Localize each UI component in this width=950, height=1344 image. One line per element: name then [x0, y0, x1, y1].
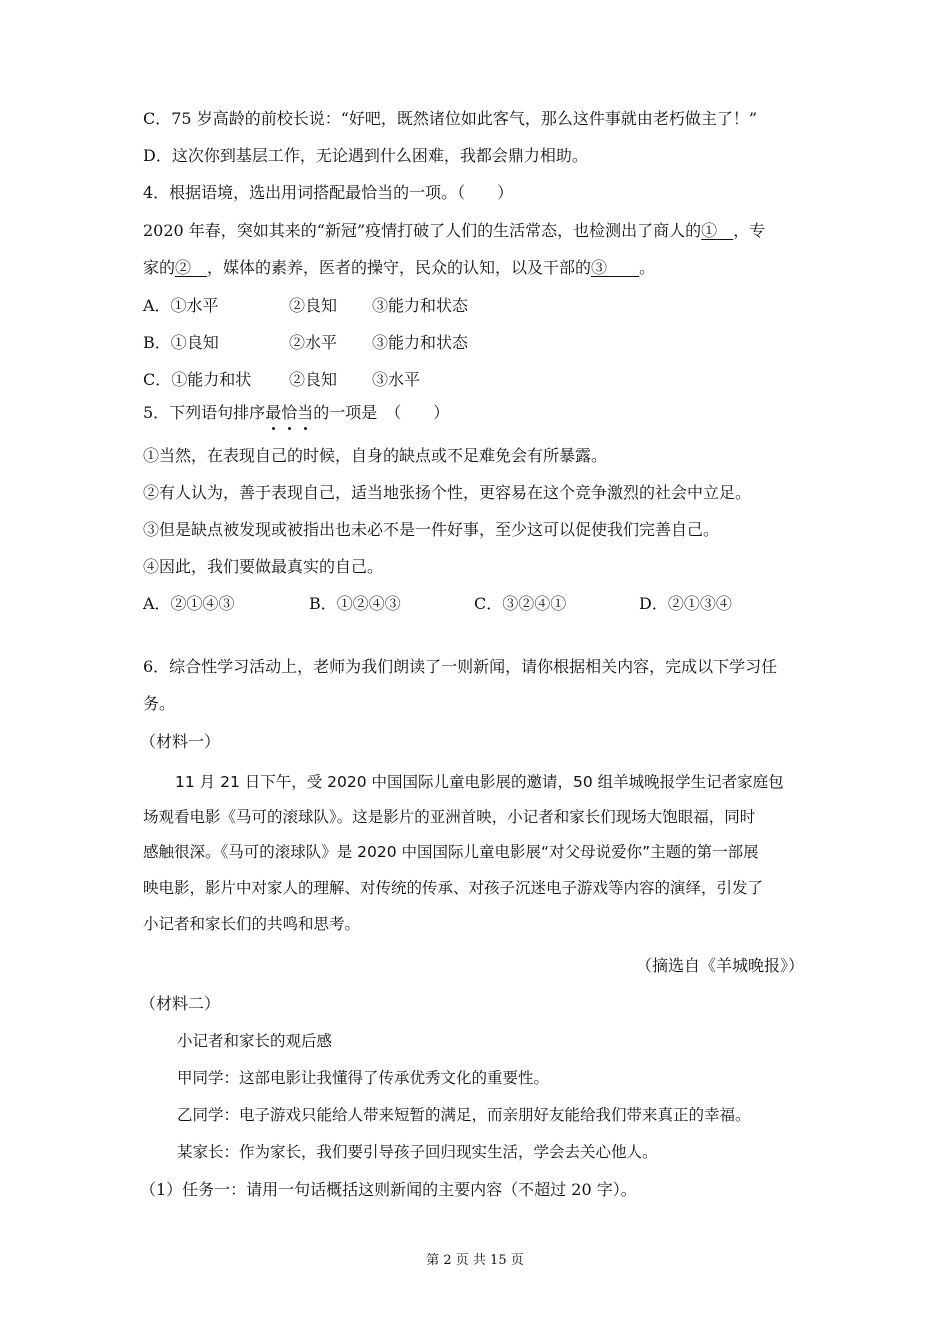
q6-stem-line-1: 6．综合性学习活动上，老师为我们朗读了一则新闻，请你根据相关内容，完成以下学习任	[143, 657, 778, 676]
q4-option-c-c: ③水平	[372, 370, 421, 389]
blank-2: ②	[175, 258, 208, 277]
q4-option-b-c: ③能力和状态	[372, 333, 469, 352]
blank-3: ③	[591, 258, 640, 277]
q5-sentence-2: ②有人认为，善于表现自己，适当地张扬个性，更容易在这个竞争激烈的社会中立足。	[143, 483, 752, 502]
q4-option-a-b: ②良知	[289, 296, 338, 315]
q4-stem: 4．根据语境，选出用词搭配最恰当的一项。（ ）	[143, 183, 514, 202]
q3-option-c: C．75 岁高龄的前校长说：“好吧，既然诸位如此客气，那么这件事就由老朽做主了！”	[143, 109, 758, 128]
material-1-source: （摘选自《羊城晚报》）	[636, 956, 805, 975]
q5-option-d: D．②①③④	[639, 594, 732, 613]
q5-stem-text: 的一项是 （ ）	[313, 403, 450, 422]
q3-option-d: D．这次你到基层工作，无论遇到什么困难，我都会鼎力相助。	[143, 146, 588, 165]
emphasis-char: 恰	[281, 403, 297, 422]
q5-sentence-3: ③但是缺点被发现或被指出也未必不是一件好事，至少这可以促使我们完善自己。	[143, 520, 720, 539]
q4-passage-text: 家的	[143, 258, 176, 277]
q4-passage-line-1	[143, 220, 765, 242]
q5-sentence-4: ④因此，我们要做最真实的自己。	[143, 557, 384, 576]
q5-option-b: B．①②④③	[309, 594, 401, 613]
material-1-line-1: 11 月 21 日下午，受 2020 中国国际儿童电影展的邀请，50 组羊城晚报学生记者家庭包	[175, 773, 784, 791]
q5-option-a: A．②①④③	[143, 594, 235, 613]
q4-passage-text: 2020 年春，突如其来的“新冠”疫情打破了人们的生活常态，也检测出了商人的	[143, 221, 702, 240]
q4-passage-line-2	[143, 257, 655, 279]
emphasis-char: 最	[265, 403, 281, 422]
blank-1: ①	[701, 221, 734, 240]
emphasis-char: 当	[297, 403, 313, 422]
q4-option-b-label: B．①良知	[143, 333, 219, 352]
material-2-title: 小记者和家长的观后感	[177, 1032, 333, 1050]
material-1-line-5: 小记者和家长们的共鸣和思考。	[143, 915, 361, 933]
material-2-line-3: 某家长：作为家长，我们要引导孩子回归现实生活，学会去关心他人。	[177, 1143, 658, 1161]
material-2-line-1: 甲同学：这部电影让我懂得了传承优秀文化的重要性。	[177, 1069, 550, 1087]
q5-sentence-1: ①当然，在表现自己的时候，自身的缺点或不足难免会有所暴露。	[143, 446, 608, 465]
page-footer: 第 2 页 共 15 页	[426, 1253, 524, 1268]
material-1-line-4: 映电影，影片中对家人的理解、对传统的传承、对孩子沉迷电子游戏等内容的演绎，引发了	[143, 879, 764, 897]
q4-passage-text: ，媒体的素养，医者的操守，民众的认知，以及干部的	[207, 258, 592, 277]
q4-option-a-c: ③能力和状态	[372, 296, 469, 315]
q4-option-c-b: ②良知	[289, 370, 338, 389]
q4-option-b-b: ②水平	[289, 333, 338, 352]
q4-passage-text: ，专	[733, 221, 766, 240]
q6-stem-line-2: 务。	[143, 694, 176, 713]
q4-option-a-label: A．①水平	[143, 296, 219, 315]
q5-option-c: C．③②④①	[474, 594, 567, 613]
material-1-line-2: 场观看电影《马可的滚球队》。这是影片的亚洲首映，小记者和家长们现场大饱眼福，同时	[143, 808, 756, 826]
q5-stem-text: 5．下列语句排序	[143, 403, 266, 422]
q4-option-c-label: C．①能力和状	[143, 370, 252, 389]
q4-passage-text: 。	[639, 258, 656, 277]
q5-stem	[143, 402, 449, 424]
material-1-label: （材料一）	[140, 732, 221, 751]
q6-task-1: （1）任务一：请用一句话概括这则新闻的主要内容（不超过 20 字）。	[140, 1180, 637, 1199]
material-2-label: （材料二）	[140, 994, 221, 1013]
material-2-line-2: 乙同学：电子游戏只能给人带来短暂的满足，而亲朋好友能给我们带来真正的幸福。	[177, 1106, 751, 1124]
material-1-line-3: 感触很深。《马可的滚球队》是 2020 中国国际儿童电影展“对父母说爱你”主题的第一部展	[143, 843, 759, 861]
